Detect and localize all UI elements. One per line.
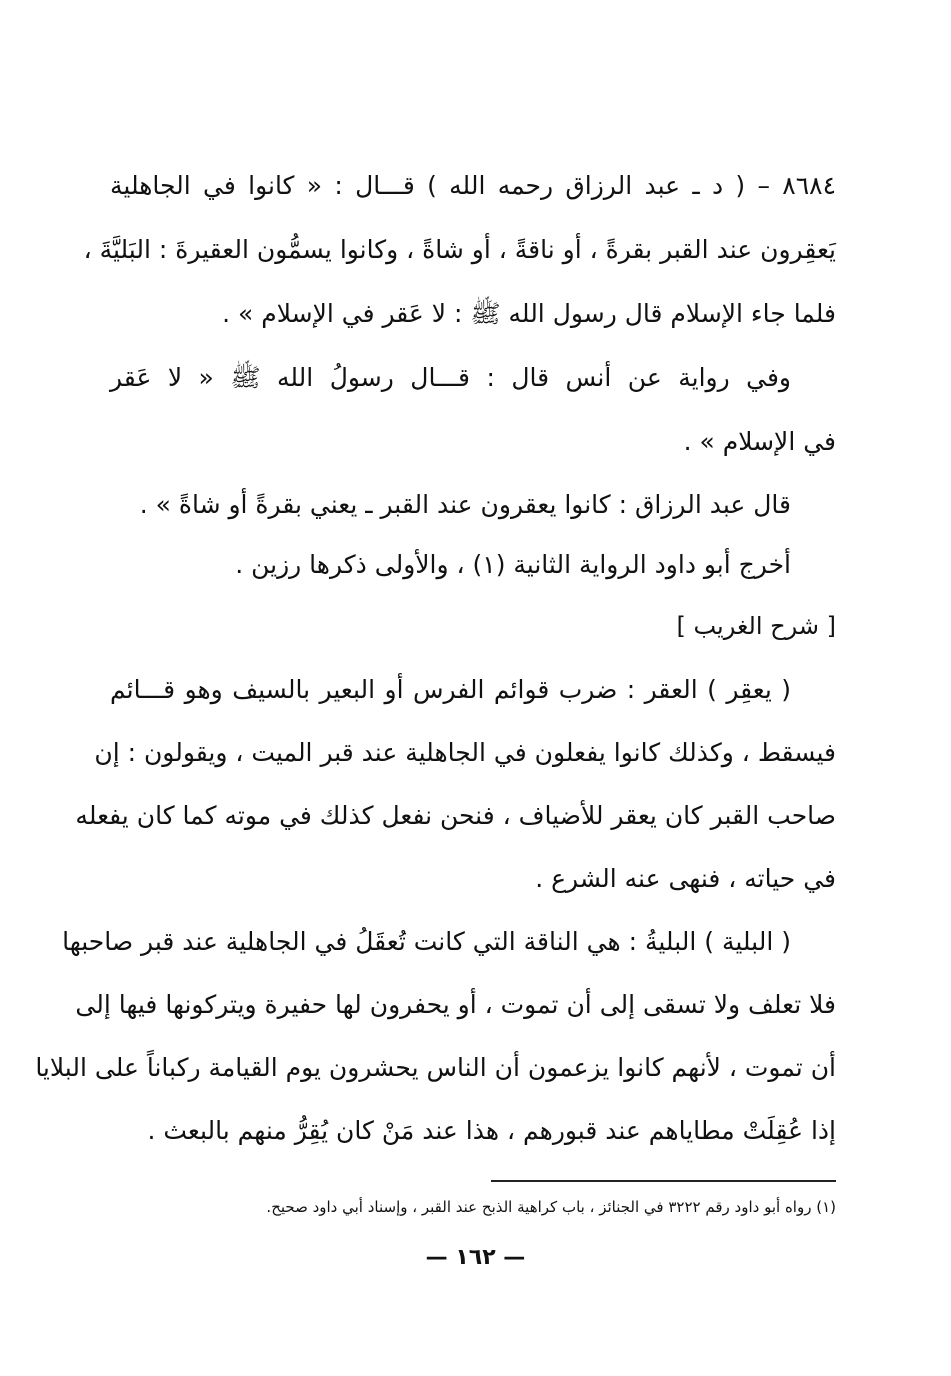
- page-number: — ١٦٢ —: [425, 1245, 526, 1270]
- hadith-line-4: وفي رواية عن أنس قال : قـــال رسولُ الله ﷺ « لا عَقر: [110, 363, 791, 392]
- explanation-line-6: فلا تعلف ولا تسقى إلى أن تموت ، أو يحفرون لها حفيرة ويتركونها فيها إلى: [75, 990, 836, 1019]
- explanation-line-7: أن تموت ، لأنهم كانوا يزعمون أن الناس يحشرون يوم القيامة ركباناً على البلايا: [35, 1053, 836, 1082]
- hadith-line-1: ٨٦٨٤ – ( د ـ عبد الرزاق رحمه الله ) قـــال : « كانوا في الجاهلية: [110, 171, 836, 200]
- hadith-line-2: يَعقِرون عند القبر بقرةً ، أو ناقةً ، أو شاةً ، وكانوا يسمُّون العقيرةَ : البَليَّةَ ،: [83, 235, 836, 264]
- explanation-line-1: ( يعقِر ) العقر : ضرب قوائم الفرس أو البعير بالسيف وهو قـــائم: [110, 675, 791, 704]
- explanation-line-3: صاحب القبر كان يعقر للأضياف ، فنحن نفعل كذلك في موته كما كان يفعله: [75, 801, 836, 830]
- hadith-line-3: فلما جاء الإسلام قال رسول الله ﷺ : لا عَقر في الإسلام » .: [222, 299, 836, 328]
- hadith-line-7: أخرج أبو داود الرواية الثانية (١) ، والأولى ذكرها رزين .: [235, 550, 791, 579]
- section-heading: [ شرح الغريب ]: [676, 612, 836, 640]
- explanation-line-2: فيسقط ، وكذلك كانوا يفعلون في الجاهلية عند قبر الميت ، ويقولون : إن: [94, 738, 836, 767]
- explanation-line-8: إذا عُقِلَتْ مطاياهم عند قبورهم ، هذا عند مَنْ كان يُقِرُّ منهم بالبعث .: [147, 1116, 836, 1145]
- hadith-line-6: قال عبد الرزاق : كانوا يعقرون عند القبر ـ يعني بقرةً أو شاةً » .: [139, 490, 791, 519]
- explanation-line-5: ( البلية ) البليةُ : هي الناقة التي كانت تُعقَلُ في الجاهلية عند قبر صاحبها: [62, 927, 791, 956]
- hadith-line-5: في الإسلام » .: [683, 427, 836, 456]
- footnote-separator: [491, 1180, 836, 1182]
- explanation-line-4: في حياته ، فنهى عنه الشرع .: [535, 864, 836, 893]
- footnote: (١) رواه أبو داود رقم ٣٢٢٢ في الجنائز ، باب كراهية الذبح عند القبر ، وإسناد أبي داود صحيح.: [266, 1198, 836, 1216]
